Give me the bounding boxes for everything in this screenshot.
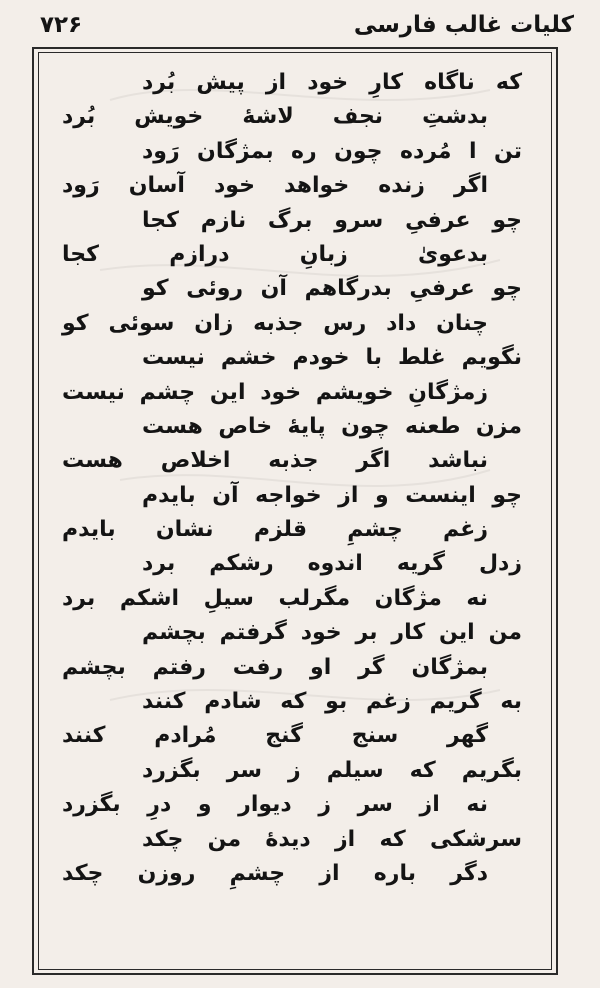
verse-hemistich: بدعویٰ زبانِ درازم کجا bbox=[62, 241, 488, 267]
verse-hemistich: چنان داد رس جذبه زان سوئی کو bbox=[62, 310, 488, 336]
verse-hemistich: گهر سنج گنج مُرادم کنند bbox=[62, 723, 488, 749]
verse-hemistich: زغم چشمِ قلزم نشان بایدم bbox=[62, 517, 488, 543]
verse-hemistich: بگریم که سیلم ز سر بگزرد bbox=[142, 757, 522, 783]
verse-hemistich: نه از سر ز دیوار و درِ بگزرد bbox=[62, 792, 488, 818]
verse-hemistich: اگر زنده خواهد خود آسان رَود bbox=[62, 173, 488, 199]
verse-hemistich: زدل گریه اندوه رشکم برد bbox=[142, 551, 522, 577]
verse-hemistich: بدشتِ نجف لاشهٔ خویش بُرد bbox=[62, 104, 488, 130]
verse-hemistich: چو اینست و از خواجه آن بایدم bbox=[142, 482, 522, 508]
verse-hemistich: زمژگانِ خویشم خود این چشم نیست bbox=[62, 379, 488, 405]
page-number: ۷۲۶ bbox=[40, 12, 83, 38]
verse-hemistich: چو عرفیِ سرو برگ نازم کجا bbox=[142, 207, 522, 233]
page-header bbox=[28, 4, 574, 44]
verse-hemistich: دگر باره از چشمِ روزن چکد bbox=[62, 860, 488, 886]
verse-hemistich: نباشد اگر جذبه اخلاص هست bbox=[62, 448, 488, 474]
verse-hemistich: چو عرفیِ بدرگاهم آن روئی کو bbox=[142, 276, 522, 302]
verse-hemistich: من این کار بر خود گرفتم بچشم bbox=[142, 620, 522, 646]
verse-hemistich: سرشکی که از دیدهٔ من چکد bbox=[142, 826, 522, 852]
verse-hemistich: که ناگاه کارِ خود از پیش بُرد bbox=[142, 70, 522, 95]
verse-hemistich: مزن طعنه چون پایهٔ خاص هست bbox=[142, 413, 522, 439]
verse-hemistich: تن ا مُرده چون ره بمژگان رَود bbox=[142, 138, 522, 164]
book-title: کلیات غالب فارسی bbox=[353, 12, 574, 38]
verse-hemistich: نگویم غلط با خودم خشم نیست bbox=[142, 345, 522, 371]
verse-hemistich: به گریم زغم بو که شادم کنند bbox=[142, 689, 522, 715]
verse-hemistich: نه مژگان مگرلب سیلِ اشکم برد bbox=[62, 585, 488, 611]
verse-hemistich: بمژگان گر او رفت رفتم بچشم bbox=[62, 654, 488, 680]
poem-body bbox=[62, 66, 522, 891]
